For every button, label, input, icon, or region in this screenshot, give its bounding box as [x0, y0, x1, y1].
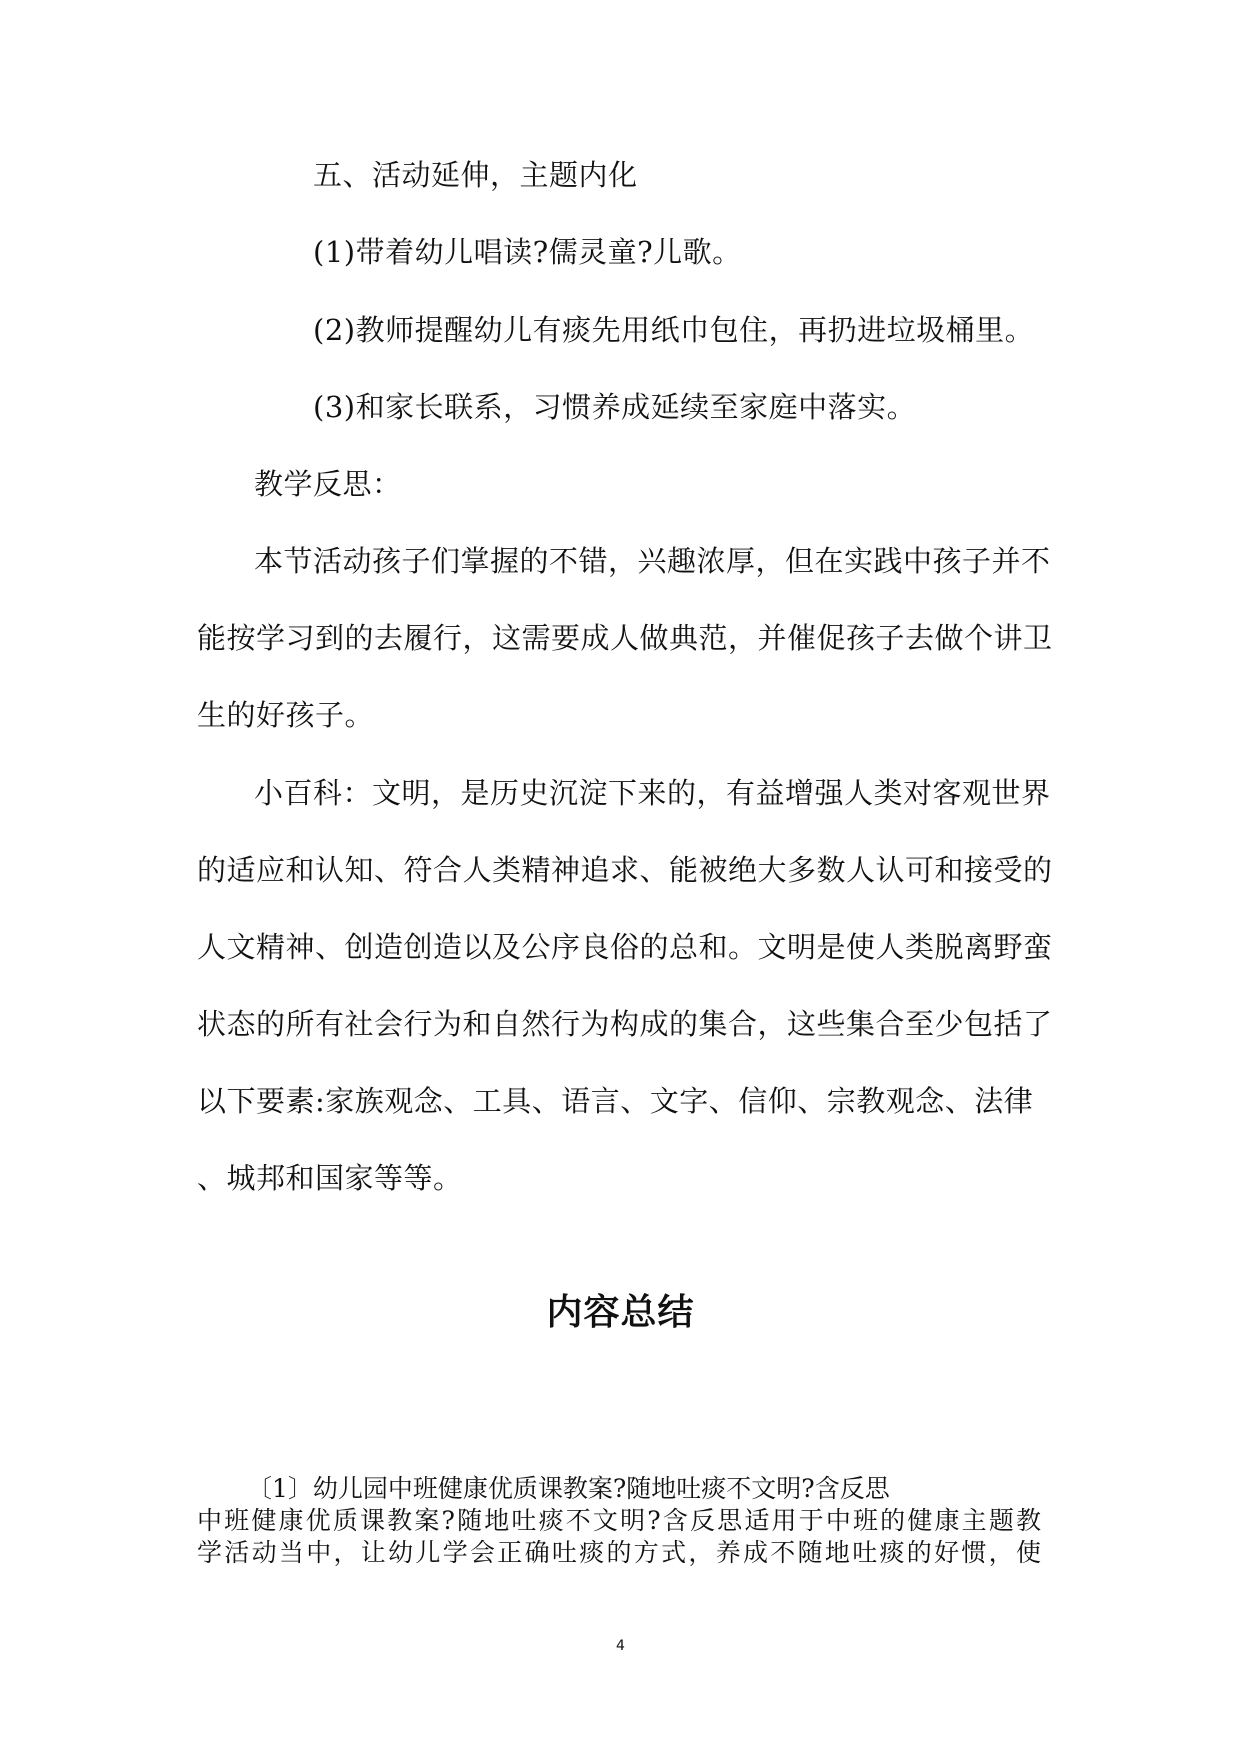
summary-line-3: 学活动当中，让幼儿学会正确吐痰的方式，养成不随地吐痰的好惯，使	[197, 1538, 1041, 1567]
summary-line-2: 中班健康优质课教案?随地吐痰不文明?含反思适用于中班的健康主题教	[197, 1506, 1041, 1535]
reflection-line-2: 能按学习到的去履行，这需要成人做典范，并催促孩子去做个讲卫	[197, 621, 1053, 655]
encyclopedia-line-4: 状态的所有社会行为和自然行为构成的集合，这些集合至少包括了	[197, 1007, 1053, 1041]
summary-line-1: 〔1〕幼儿园中班健康优质课教案?随地吐痰不文明?含反思	[247, 1474, 890, 1503]
encyclopedia-line-1: 小百科：文明，是历史沉淀下来的，有益增强人类对客观世界	[254, 776, 1051, 810]
encyclopedia-line-3: 人文精神、创造创造以及公序良俗的总和。文明是使人类脱离野蛮	[197, 930, 1053, 964]
reflection-label: 教学反思：	[254, 467, 402, 501]
section-five-item-3: (3)和家长联系，习惯养成延续至家庭中落实。	[313, 390, 917, 424]
reflection-line-3: 生的好孩子。	[197, 698, 375, 732]
section-five-item-2: (2)教师提醒幼儿有痰先用纸巾包住，再扔进垃圾桶里。	[313, 313, 1035, 347]
summary-heading: 内容总结	[546, 1292, 695, 1333]
section-five-title: 五、活动延伸，主题内化	[313, 158, 638, 192]
encyclopedia-line-6: 、城邦和国家等等。	[197, 1161, 463, 1195]
encyclopedia-line-2: 的适应和认知、符合人类精神追求、能被绝大多数人认可和接受的	[197, 853, 1053, 887]
section-five-item-1: (1)带着幼儿唱读?儒灵童?儿歌。	[313, 235, 742, 269]
encyclopedia-line-5: 以下要素:家族观念、工具、语言、文字、信仰、宗教观念、法律	[197, 1084, 1034, 1118]
reflection-line-1: 本节活动孩子们掌握的不错，兴趣浓厚，但在实践中孩子并不	[254, 544, 1051, 578]
page-number: 4	[616, 1638, 625, 1654]
